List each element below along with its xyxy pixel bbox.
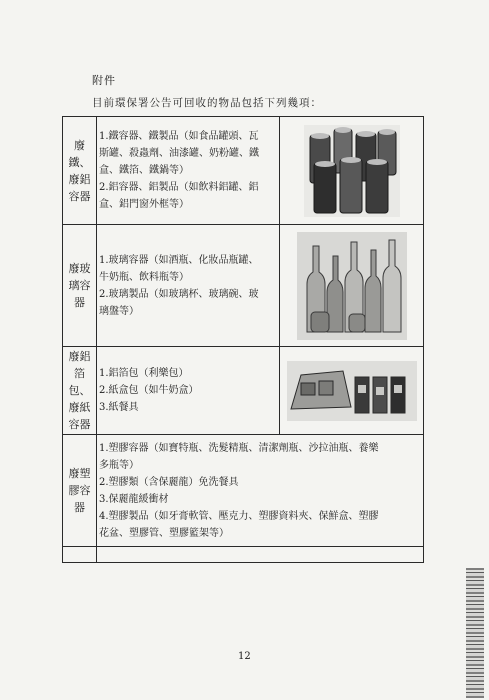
table-row <box>63 225 424 347</box>
item-line: 3.保麗龍緩衝材 <box>99 493 169 505</box>
category-line: 廢塑 <box>68 467 91 480</box>
item-line: 2.塑膠類（含保麗龍）免洗餐具 <box>99 476 239 488</box>
item-line: 1.塑膠容器（如寶特瓶、洗髮精瓶、清潔劑瓶、沙拉油瓶、養樂 <box>99 442 379 454</box>
table-row <box>63 547 424 563</box>
glass-bottles-photo <box>297 232 407 340</box>
intro-text: 目前環保署公告可回收的物品包括下列幾項： <box>92 97 322 109</box>
category-line: 箔 <box>74 367 85 380</box>
item-line: 2.鋁容器、鋁製品（如飲料鋁罐、鋁 <box>99 182 259 193</box>
item-line: 璃盤等） <box>99 305 139 317</box>
item-line: 斯罐、殺蟲劑、油漆罐、奶粉罐、鐵 <box>99 148 259 159</box>
category-cell <box>63 117 97 225</box>
category-line: 璃容 <box>68 279 91 292</box>
category-line: 器 <box>74 296 85 309</box>
empty-cell <box>63 547 97 563</box>
category-line: 廢鋁 <box>68 172 91 186</box>
category-line: 容器 <box>68 418 91 431</box>
items-cell <box>97 225 280 347</box>
photo-cell <box>280 347 424 435</box>
item-line: 4.塑膠製品（如牙膏軟管、壓克力、塑膠資料夾、保鮮盒、塑膠 <box>99 510 379 522</box>
table-row <box>63 347 424 435</box>
items-cell <box>97 435 424 547</box>
item-line: 牛奶瓶、飲料瓶等） <box>99 271 189 283</box>
item-line: 3.紙餐具 <box>99 402 139 413</box>
category-cell <box>63 225 97 347</box>
items-cell <box>97 117 280 225</box>
photo-cell <box>280 117 424 225</box>
table-row <box>63 117 424 225</box>
category-line: 膠容 <box>68 484 91 497</box>
category-line: 廢鋁 <box>68 350 91 363</box>
category-line: 器 <box>74 501 85 514</box>
cans-photo <box>304 125 400 217</box>
category-cell <box>63 347 97 435</box>
item-line: 1.鐵容器、鐵製品（如食品罐頭、瓦 <box>99 131 259 142</box>
category-line: 廢 <box>74 138 85 152</box>
table-row <box>63 435 424 547</box>
item-line: 2.紙盒包（如牛奶盒） <box>99 385 199 396</box>
side-stamp <box>466 568 484 698</box>
items-cell <box>97 347 280 435</box>
item-line: 盒、鋁門窗外框等） <box>99 199 189 210</box>
photo-cell <box>280 225 424 347</box>
category-line: 廢紙 <box>68 401 91 414</box>
item-line: 盒、鐵箔、鐵鍋等） <box>99 165 189 176</box>
item-line: 多瓶等） <box>99 459 139 471</box>
item-line: 1.玻璃容器（如酒瓶、化妝品瓶罐、 <box>99 254 259 266</box>
empty-cell <box>97 547 424 563</box>
attachment-label: 附件 <box>92 74 116 87</box>
category-cell <box>63 435 97 547</box>
category-line: 包、 <box>68 384 91 397</box>
recyclables-table <box>62 116 424 563</box>
category-line: 容器 <box>68 189 91 203</box>
page-number: 12 <box>238 651 251 662</box>
category-line: 鐵、 <box>68 155 91 169</box>
cartons-photo <box>287 361 417 421</box>
category-line: 廢玻 <box>68 262 91 275</box>
item-line: 2.玻璃製品（如玻璃杯、玻璃碗、玻 <box>99 288 259 300</box>
item-line: 1.鋁箔包（利樂包） <box>99 368 189 379</box>
item-line: 花盆、塑膠管、塑膠籃架等） <box>99 527 229 539</box>
